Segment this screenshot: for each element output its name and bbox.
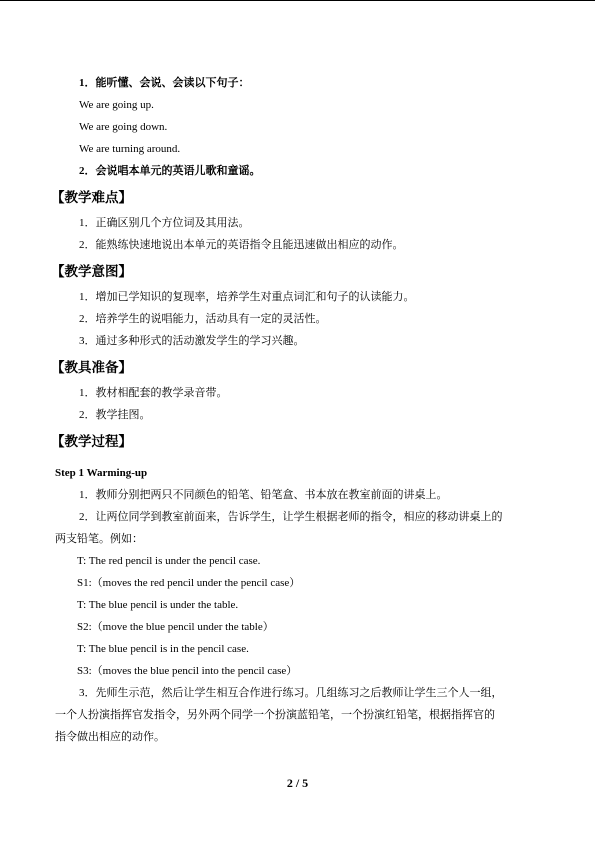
process-paragraph-2-line-1: 2．让两位同学到教室前面来，告诉学生，让学生根据老师的指令，相应的移动讲桌上的 <box>79 511 503 523</box>
objective-item-1: 1．能听懂、会说、会读以下句子： <box>79 77 250 89</box>
section-heading-materials: 【教具准备】 <box>51 360 132 375</box>
intent-item-2: 2．培养学生的说唱能力，活动具有一定的灵活性。 <box>79 313 327 325</box>
process-paragraph-3-line-2: 一个人扮演指挥官发指令，另外两个同学一个扮演蓝铅笔，一个扮演红铅笔，根据指挥官的 <box>55 709 495 721</box>
dialogue-line-6: S3:（moves the blue pencil into the pencil case） <box>77 665 298 677</box>
top-rule <box>0 0 595 1</box>
materials-item-1: 1．教材相配套的教学录音带。 <box>79 387 228 399</box>
dialogue-line-2: S1:（moves the red pencil under the pencil case） <box>77 577 301 589</box>
process-paragraph-3-line-3: 指令做出相应的动作。 <box>55 731 165 743</box>
step-1-title: Step 1 Warming-up <box>55 467 148 479</box>
section-heading-difficulties: 【教学难点】 <box>51 190 132 205</box>
section-heading-intent: 【教学意图】 <box>51 264 132 279</box>
section-heading-process: 【教学过程】 <box>51 434 132 449</box>
intent-item-3: 3．通过多种形式的活动激发学生的学习兴趣。 <box>79 335 305 347</box>
dialogue-line-4: S2:（move the blue pencil under the table） <box>77 621 274 633</box>
difficulty-item-1: 1．正确区别几个方位词及其用法。 <box>79 217 250 229</box>
objective-item-2: 2．会说唱本单元的英语儿歌和童谣。 <box>79 165 261 177</box>
dialogue-line-5: T: The blue pencil is in the pencil case. <box>77 643 249 655</box>
page-content <box>51 72 545 748</box>
dialogue-line-3: T: The blue pencil is under the table. <box>77 599 239 611</box>
process-paragraph-1: 1．教师分别把两只不同颜色的铅笔、铅笔盒、书本放在教室前面的讲桌上。 <box>79 489 448 501</box>
materials-item-2: 2．教学挂图。 <box>79 409 151 421</box>
process-paragraph-2-line-2: 两支铅笔。例如： <box>55 533 143 545</box>
sentence-1: We are going up. <box>79 99 154 111</box>
process-paragraph-3-line-1: 3．先师生示范，然后让学生相互合作进行练习。几组练习之后教师让学生三个人一组， <box>79 687 503 699</box>
difficulty-item-2: 2．能熟练快速地说出本单元的英语指令且能迅速做出相应的动作。 <box>79 239 404 251</box>
dialogue-line-1: T: The red pencil is under the pencil case. <box>77 555 261 567</box>
page-number: 2 / 5 <box>286 776 309 790</box>
intent-item-1: 1．增加已学知识的复现率，培养学生对重点词汇和句子的认读能力。 <box>79 291 415 303</box>
sentence-3: We are turning around. <box>79 143 181 155</box>
sentence-2: We are going down. <box>79 121 168 133</box>
